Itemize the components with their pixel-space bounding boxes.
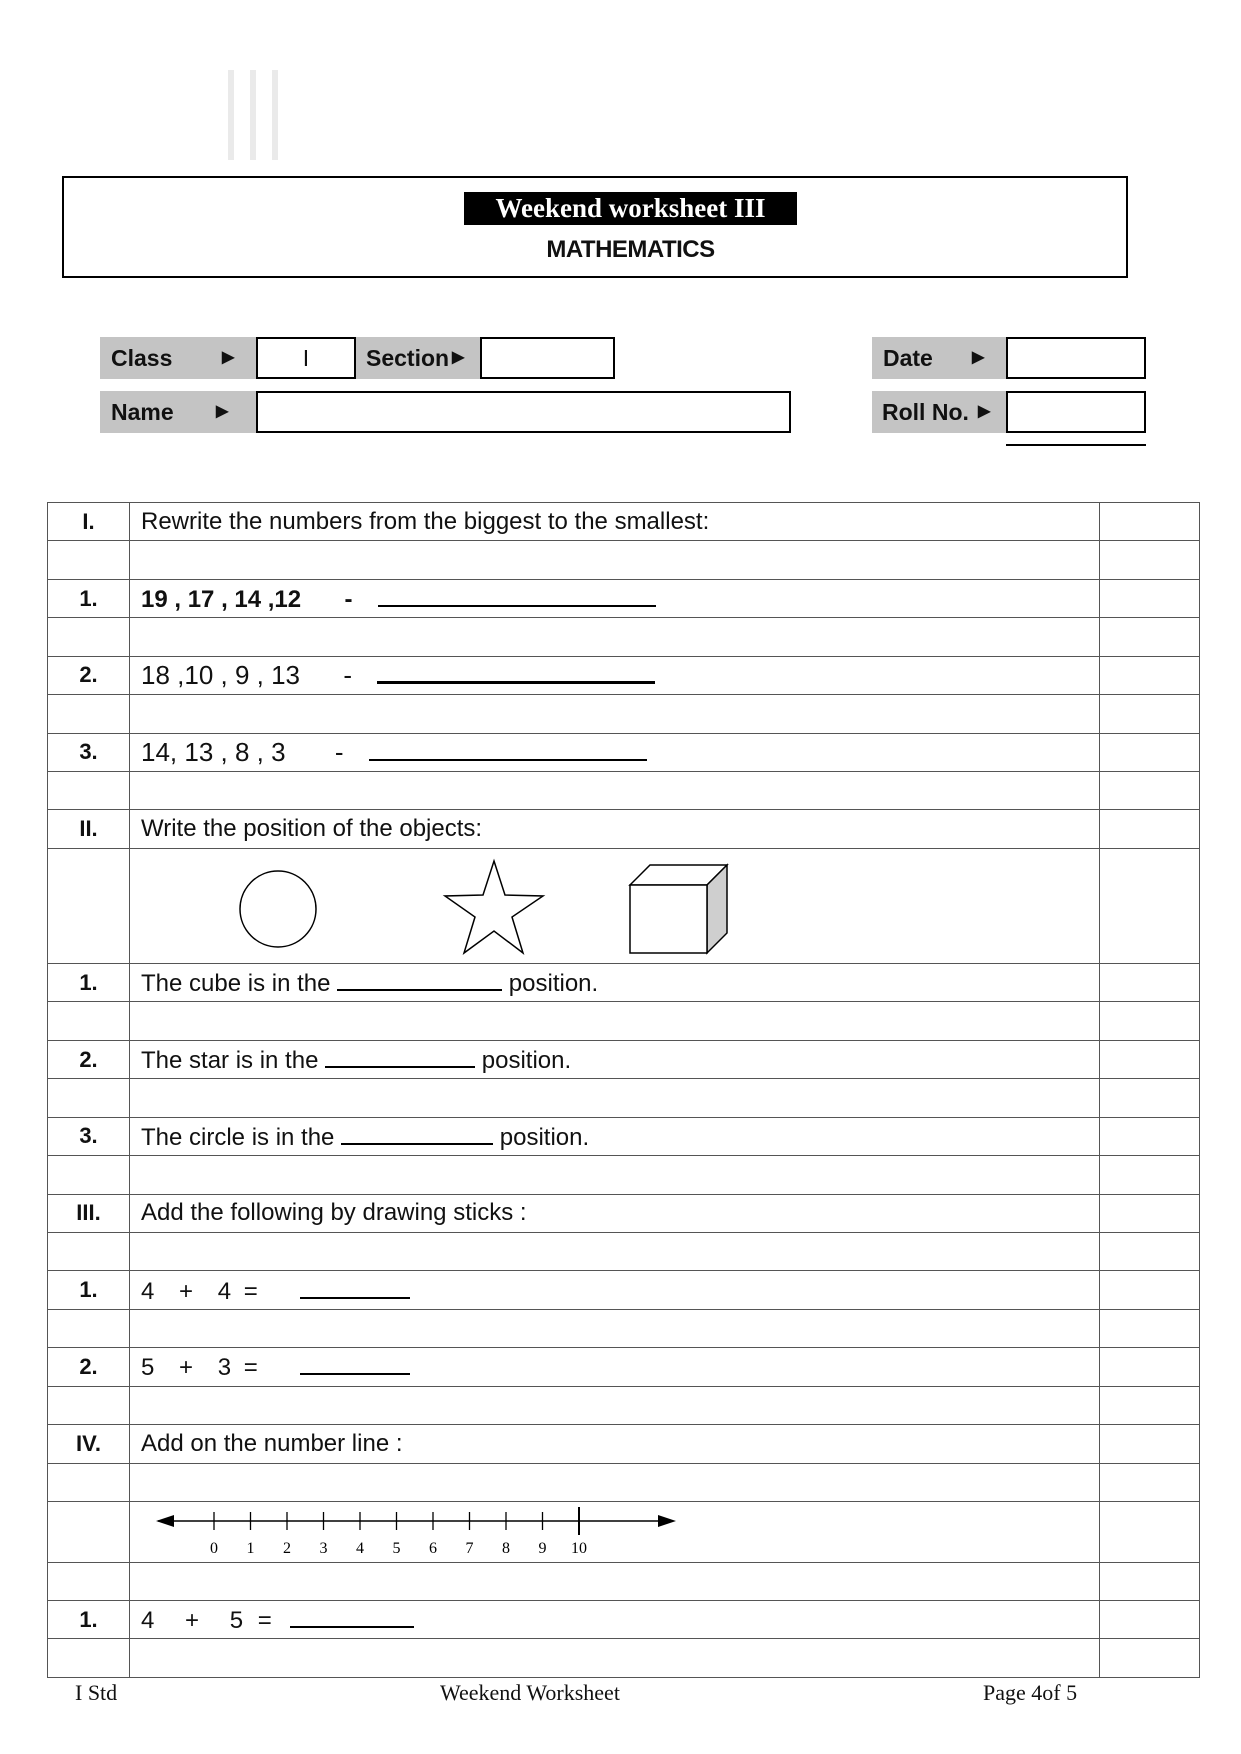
marks-cell (1100, 1348, 1200, 1386)
answer-blank[interactable] (337, 967, 502, 991)
question-cell (130, 1117, 1100, 1155)
number-line-label: 6 (429, 1539, 437, 1557)
question-number: 2. (48, 1040, 130, 1078)
marks-cell (1100, 579, 1200, 617)
question-cell (130, 964, 1100, 1002)
table-row (48, 1562, 1200, 1600)
question-number: 2. (48, 656, 130, 694)
operator: + (179, 1354, 194, 1382)
number-line-label: 4 (356, 1539, 364, 1557)
date-label (872, 337, 1006, 379)
worksheet-title: Weekend worksheet III (464, 192, 797, 225)
table-row (48, 1117, 1200, 1155)
answer-blank[interactable] (377, 659, 655, 684)
answer-blank[interactable] (369, 737, 647, 761)
marks-cell (1100, 810, 1200, 848)
question-cell (130, 1271, 1100, 1309)
class-label (100, 337, 256, 379)
roll-field[interactable] (1006, 391, 1146, 433)
table-row (48, 1233, 1200, 1271)
arrow-right-icon: ▶ (222, 349, 235, 366)
number-line-label: 8 (502, 1539, 510, 1557)
marks-cell (1100, 1117, 1200, 1155)
question-text: The circle is in the (141, 1123, 335, 1151)
circle-icon (240, 871, 316, 947)
table-row (48, 656, 1200, 694)
table-row (48, 1040, 1200, 1078)
question-text: position. (481, 1047, 572, 1075)
table-row (48, 771, 1200, 809)
table-row (48, 618, 1200, 656)
table-row (48, 1002, 1200, 1040)
table-row (48, 503, 1200, 541)
operator: + (179, 1277, 194, 1305)
question-number: 1. (48, 579, 130, 617)
table-row (48, 810, 1200, 848)
question-number: 1. (48, 1271, 130, 1309)
question-number: 2. (48, 1348, 130, 1386)
date-field[interactable] (1006, 337, 1146, 379)
number-line-label: 7 (465, 1539, 474, 1557)
table-row (48, 733, 1200, 771)
faint-watermark (228, 70, 298, 160)
number-line-label: 0 (210, 1539, 218, 1557)
operand: 5 (229, 1607, 244, 1635)
arrow-right-icon (658, 1515, 676, 1527)
answer-blank[interactable] (290, 1604, 414, 1628)
number-line-label: 3 (319, 1539, 328, 1557)
roll-label (872, 391, 1006, 433)
answer-blank[interactable] (378, 583, 656, 607)
table-row (48, 1501, 1200, 1562)
question-cell (130, 1348, 1100, 1386)
worksheet-table (47, 502, 1200, 1678)
section-label (356, 337, 480, 379)
marks-cell (1100, 1425, 1200, 1463)
table-row (48, 1639, 1200, 1678)
arrow-right-icon: ▶ (972, 349, 985, 366)
question-number: 3. (48, 1117, 130, 1155)
marks-cell (1100, 503, 1200, 541)
shapes-cell (130, 848, 1100, 963)
name-field[interactable] (256, 391, 791, 433)
answer-blank[interactable] (300, 1351, 410, 1375)
operator: + (185, 1607, 200, 1635)
question-cell (130, 733, 1100, 771)
marks-cell (1100, 1040, 1200, 1078)
equals: = (243, 1354, 258, 1382)
marks-cell (1100, 848, 1200, 963)
star-icon (445, 861, 543, 953)
marks-cell (1100, 1271, 1200, 1309)
number-list: 14, 13 , 8 , 3 (141, 736, 286, 767)
dash: - (343, 660, 353, 691)
answer-blank[interactable] (325, 1044, 475, 1068)
question-number: 1. (48, 1601, 130, 1639)
class-label-text: Class (111, 345, 173, 371)
question-number: 3. (48, 733, 130, 771)
table-row (48, 848, 1200, 963)
table-row (48, 1386, 1200, 1424)
marks-cell (1100, 1194, 1200, 1232)
table-row (48, 1156, 1200, 1194)
question-text: position. (508, 970, 599, 998)
arrow-right-icon: ▶ (452, 349, 465, 366)
table-row (48, 1348, 1200, 1386)
footer-left: I Std (75, 1680, 118, 1705)
table-row (48, 579, 1200, 617)
number-line (130, 1503, 690, 1561)
table-row (48, 1271, 1200, 1309)
table-row (48, 1463, 1200, 1501)
question-cell (130, 1601, 1100, 1639)
table-row (48, 964, 1200, 1002)
answer-blank[interactable] (300, 1275, 410, 1299)
date-label-text: Date (883, 345, 933, 371)
roll-underline (1006, 444, 1146, 446)
roll-label-text: Roll No. (882, 399, 969, 425)
number-list: 19 , 17 , 14 ,12 (141, 586, 302, 614)
marks-cell (1100, 1601, 1200, 1639)
section-instruction: Write the position of the objects: (130, 810, 1100, 848)
section-instruction: Add the following by drawing sticks : (130, 1194, 1100, 1232)
question-cell (130, 1040, 1100, 1078)
footer-center: Weekend Worksheet (440, 1680, 620, 1705)
marks-cell (1100, 656, 1200, 694)
question-cell (130, 579, 1100, 617)
cube-icon (630, 865, 727, 953)
question-cell (130, 656, 1100, 694)
table-row (48, 541, 1200, 579)
equals: = (257, 1607, 272, 1635)
arrow-left-icon (156, 1515, 174, 1527)
section-number: IV. (48, 1425, 130, 1463)
number-line-label: 10 (571, 1539, 587, 1557)
table-row (48, 1309, 1200, 1347)
operand: 4 (141, 1607, 155, 1635)
number-line-cell (130, 1501, 1100, 1562)
number-list: 18 ,10 , 9 , 13 (141, 660, 301, 691)
shapes-figure (130, 851, 730, 961)
question-text: position. (499, 1123, 590, 1151)
number-line-label: 5 (392, 1539, 401, 1557)
footer-page-number: Page 4of 5 (983, 1680, 1078, 1705)
question-text: The star is in the (141, 1047, 319, 1075)
number-line-label: 2 (283, 1539, 291, 1557)
marks-cell (1100, 1501, 1200, 1562)
arrow-right-icon: ▶ (216, 403, 229, 420)
number-line-label: 1 (246, 1539, 255, 1557)
section-number: II. (48, 810, 130, 848)
equals: = (243, 1277, 258, 1305)
answer-blank[interactable] (341, 1121, 493, 1145)
name-label (100, 391, 256, 433)
table-row (48, 1194, 1200, 1232)
section-number: I. (48, 503, 130, 541)
dash: - (344, 586, 353, 614)
table-row (48, 1425, 1200, 1463)
section-instruction: Add on the number line : (130, 1425, 1100, 1463)
section-instruction: Rewrite the numbers from the biggest to the smallest: (130, 503, 1100, 541)
name-label-text: Name (111, 399, 174, 425)
operand: 4 (141, 1277, 155, 1305)
operand: 4 (217, 1277, 232, 1305)
section-number: III. (48, 1194, 130, 1232)
subject-title: MATHEMATICS (546, 236, 715, 263)
marks-cell (1100, 733, 1200, 771)
marks-cell (1100, 964, 1200, 1002)
class-field[interactable]: I (256, 337, 356, 379)
operand: 3 (217, 1354, 232, 1382)
table-row (48, 1601, 1200, 1639)
question-text: The cube is in the (141, 970, 331, 998)
table-row (48, 1079, 1200, 1117)
question-number: 1. (48, 964, 130, 1002)
arrow-right-icon: ▶ (978, 403, 991, 420)
section-label-text: Section (366, 345, 450, 371)
section-field[interactable] (480, 337, 615, 379)
table-row (48, 695, 1200, 733)
number-line-label: 9 (538, 1539, 547, 1557)
dash: - (334, 736, 344, 767)
operand: 5 (141, 1354, 155, 1382)
